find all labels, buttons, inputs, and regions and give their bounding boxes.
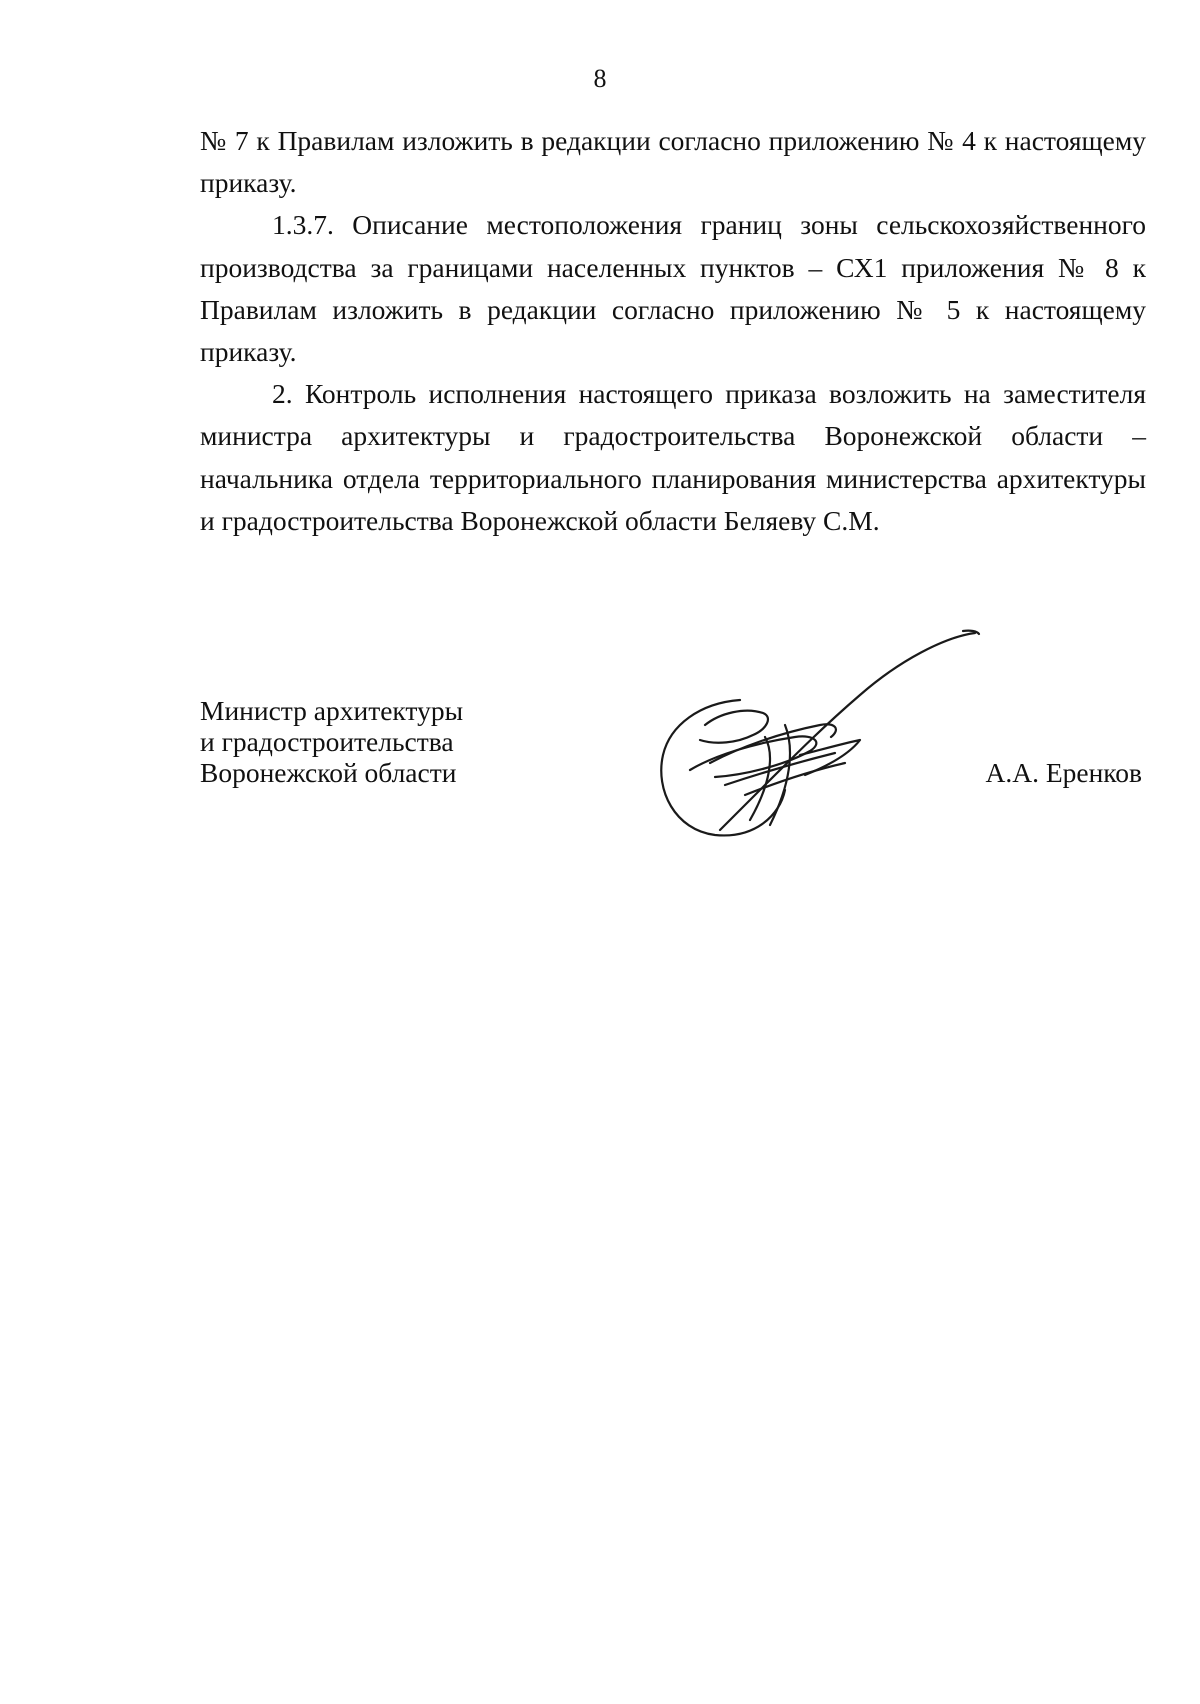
signer-name: А.А. Еренков [985, 757, 1142, 788]
handwritten-signature [645, 625, 985, 855]
paragraph-continuation: № 7 к Правилам изложить в редакции согласно приложению № 4 к настоящему приказу. [200, 125, 1146, 199]
page-number: 8 [593, 64, 607, 93]
signer-title [200, 695, 520, 788]
signer-title-line-3: Воронежской области [200, 757, 457, 788]
paragraph-1-3-7: 1.3.7. Описание местоположения границ зоны сельскохозяйственного производства за границами населенных пунктов – СХ1 приложения № 8 к Правилам изложить в редакции согласно приложению № 5 к настоящему приказу. [200, 209, 1146, 368]
signer-title-line-2: и градостроительства [200, 726, 454, 757]
document-body [200, 120, 1146, 542]
paragraph-2: 2. Контроль исполнения настоящего приказа возложить на заместителя министра архитектуры и градостроительства Воронежской области – начальника отдела территориального планирования министерства архитектуры и градостроительства Воронежской области Беляеву С.М. [200, 378, 1146, 536]
signer-title-line-1: Министр архитектуры [200, 695, 464, 726]
